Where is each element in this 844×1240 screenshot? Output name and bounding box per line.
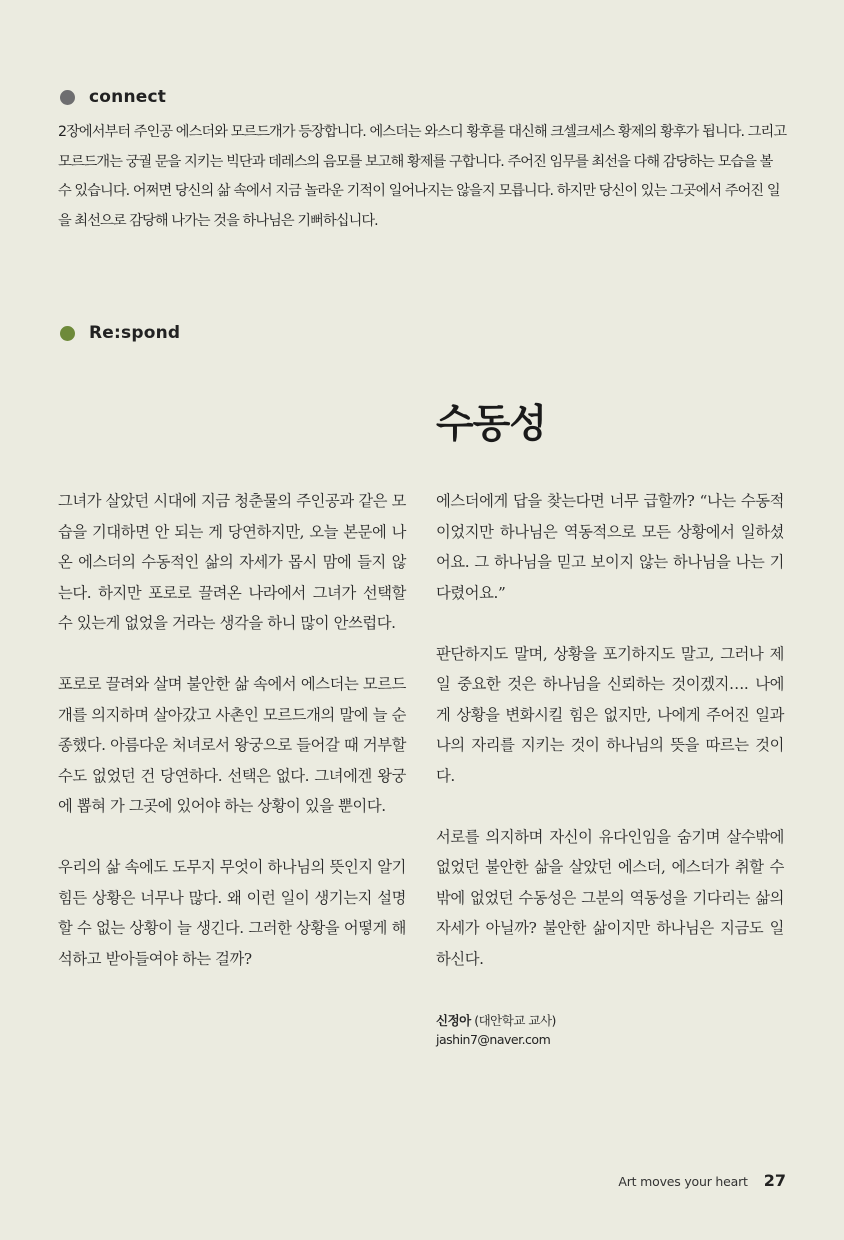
connect-paragraph: 2장에서부터 주인공 에스더와 모르드개가 등장합니다. 에스더는 와스디 황후를 대신해 크셀크세스 황제의 황후가 됩니다. 그리고 모르드개는 궁궐 문을 지키는 빅단과 데레스의 음모를 보고해 황제를 구합니다. 주어진 임무를 최선을 다해 감당하는 모습을 볼 수 있습니다. 어쩌면 당신의 삶 속에서 지금 놀라운 기적이 일어나지는 않을지 모릅니다. 하지만 당신이 있는 그곳에서 주어진 일을 최선으로 감당해 나가는 것을 하나님은 기뻐하십니다. bbox=[58, 124, 787, 229]
connect-heading: connect bbox=[89, 87, 167, 107]
respond-header bbox=[60, 323, 180, 343]
page-number: 27 bbox=[763, 1171, 786, 1190]
author-info bbox=[436, 1011, 556, 1049]
page-footer bbox=[618, 1171, 786, 1190]
article-paragraph: 서로를 의지하며 자신이 유다인임을 숨기며 살수밖에 없었던 불안한 삶을 살았던 에스더, 에스더가 취할 수밖에 없었던 수동성은 그분의 역동성을 기다리는 삶의 자세가 아닐까? 불안한 삶이지만 하나님은 지금도 일하신다. bbox=[436, 827, 784, 968]
article-paragraph: 포로로 끌려와 살며 불안한 삶 속에서 에스더는 모르드개를 의지하며 살아갔고 사촌인 모르드개의 말에 늘 순종했다. 아름다운 처녀로서 왕궁으로 들어갈 때 거부할 수도 없었던 건 당연하다. 선택은 없다. 그녀에겐 왕궁에 뽑혀 가 그곳에 있어야 하는 상황이 있을 뿐이다. bbox=[58, 675, 406, 815]
article-right-column bbox=[436, 486, 784, 1005]
author-affiliation: (대안학교 교사) bbox=[474, 1013, 556, 1028]
footer-tagline: Art moves your heart bbox=[618, 1174, 748, 1189]
article-paragraph: 그녀가 살았던 시대에 지금 청춘물의 주인공과 같은 모습을 기대하면 안 되는 게 당연하지만, 오늘 본문에 나온 에스더의 수동적인 삶의 자세가 몹시 맘에 들지 않는다. 하지만 포로로 끌려온 나라에서 그녀가 선택할 수 있는게 없었을 거라는 생각을 하니 많이 안쓰럽다. bbox=[58, 492, 406, 632]
connect-body bbox=[58, 118, 788, 236]
author-email: jashin7@naver.com bbox=[436, 1032, 551, 1047]
respond-bullet-icon bbox=[60, 326, 75, 341]
connect-bullet-icon bbox=[60, 90, 75, 105]
connect-header bbox=[60, 87, 166, 107]
article-title: 수동성 bbox=[436, 401, 547, 447]
respond-heading: Re:spond bbox=[89, 323, 181, 343]
article-left-column bbox=[58, 486, 406, 1005]
article-paragraph: 판단하지도 말며, 상황을 포기하지도 말고, 그러나 제일 중요한 것은 하나님을 신뢰하는 것이겠지…. 나에게 상황을 변화시킬 힘은 없지만, 나에게 주어진 일과 나의 자리를 지키는 것이 하나님의 뜻을 따르는 것이다. bbox=[436, 644, 784, 785]
author-name: 신정아 bbox=[436, 1013, 471, 1028]
article-paragraph: 에스더에게 답을 찾는다면 너무 급할까? “나는 수동적이었지만 하나님은 역동적으로 모든 상황에서 일하셨어요. 그 하나님을 믿고 보이지 않는 하나님을 나는 기다렸어요.” bbox=[436, 492, 784, 602]
article-paragraph: 우리의 삶 속에도 도무지 무엇이 하나님의 뜻인지 알기 힘든 상황은 너무나 많다. 왜 이런 일이 생기는지 설명할 수 없는 상황이 늘 생긴다. 그러한 상황을 어떻게 해석하고 받아들여야 하는 걸까? bbox=[58, 858, 406, 968]
